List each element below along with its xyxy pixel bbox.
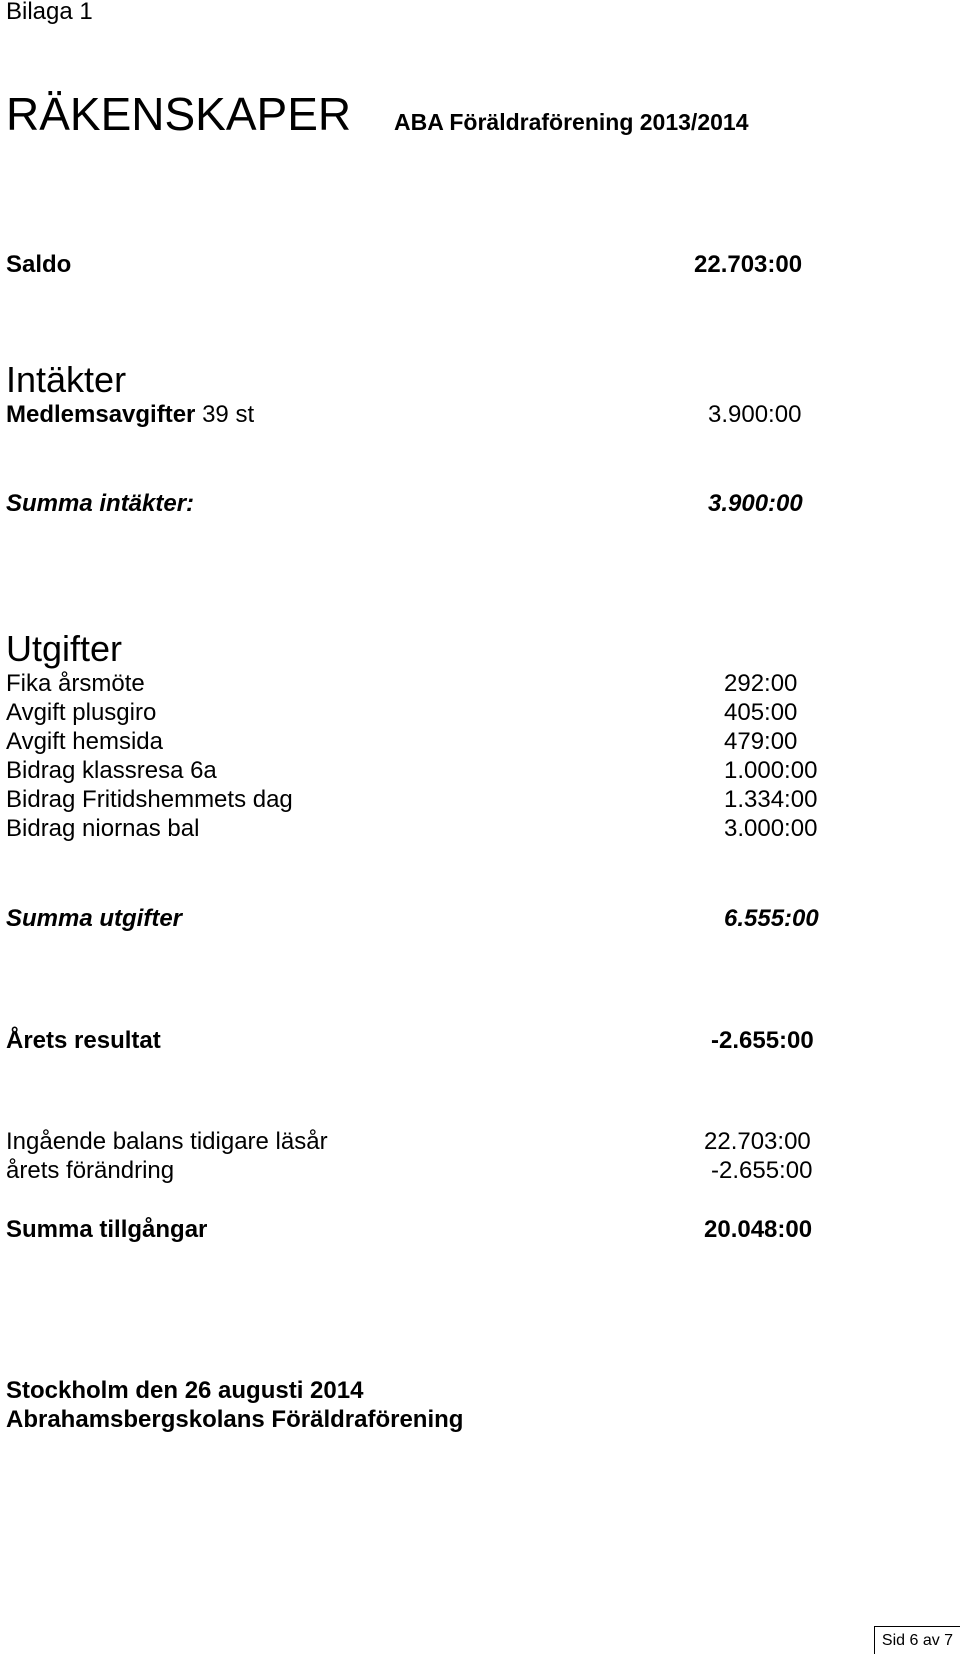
income-row (6, 403, 856, 433)
income-item-name: Medlemsavgifter (6, 401, 196, 428)
saldo-value: 22.703:00 (694, 251, 803, 278)
expense-total-value: 6.555:00 (724, 905, 819, 932)
expense-value: 479:00 (724, 728, 798, 755)
balance-row (6, 1159, 856, 1189)
expense-row (6, 672, 856, 702)
balance-label: årets förändring (6, 1157, 175, 1184)
income-item-value: 3.900:00 (708, 401, 802, 428)
income-total-row (6, 492, 856, 522)
expense-total-label: Summa utgifter (6, 905, 183, 932)
expense-label: Bidrag klassresa 6a (6, 757, 217, 784)
expense-row (6, 759, 856, 789)
assets-total-label: Summa tillgångar (6, 1216, 208, 1243)
expense-value: 1.000:00 (724, 757, 818, 784)
expense-total-row (6, 907, 856, 937)
balance-value: -2.655:00 (711, 1157, 813, 1184)
income-item-count: 39 st (195, 401, 255, 428)
appendix-label: Bilaga 1 (6, 0, 93, 25)
expense-row (6, 788, 856, 818)
income-total-label: Summa intäkter: (6, 490, 195, 517)
result-row (6, 1029, 856, 1059)
balance-value: 22.703:00 (704, 1128, 811, 1155)
balance-row (6, 1130, 856, 1160)
income-heading: Intäkter (6, 359, 127, 400)
document-title: RÄKENSKAPER (6, 88, 352, 140)
expense-row (6, 730, 856, 760)
income-total-value: 3.900:00 (708, 490, 803, 517)
balance-label: Ingående balans tidigare läsår (6, 1128, 328, 1155)
expense-label: Fika årsmöte (6, 670, 145, 697)
expense-row (6, 701, 856, 731)
organization-name: Abrahamsbergskolans Föräldraförening (6, 1406, 464, 1433)
place-date: Stockholm den 26 augusti 2014 (6, 1377, 364, 1404)
assets-total-row (6, 1218, 856, 1248)
expenses-heading: Utgifter (6, 628, 123, 669)
assets-total-value: 20.048:00 (704, 1216, 813, 1243)
expense-row (6, 817, 856, 847)
expense-label: Bidrag niornas bal (6, 815, 200, 842)
expense-label: Bidrag Fritidshemmets dag (6, 786, 293, 813)
expense-value: 1.334:00 (724, 786, 818, 813)
result-value: -2.655:00 (711, 1027, 814, 1054)
saldo-label: Saldo (6, 251, 72, 278)
expense-label: Avgift plusgiro (6, 699, 157, 726)
income-item-label (6, 403, 254, 427)
expense-value: 405:00 (724, 699, 798, 726)
result-label: Årets resultat (6, 1027, 161, 1054)
saldo-row (6, 253, 856, 283)
page-number: Sid 6 av 7 (874, 1626, 960, 1654)
document-subtitle: ABA Föräldraförening 2013/2014 (394, 109, 749, 135)
expense-value: 3.000:00 (724, 815, 818, 842)
expense-value: 292:00 (724, 670, 798, 697)
expense-label: Avgift hemsida (6, 728, 163, 755)
